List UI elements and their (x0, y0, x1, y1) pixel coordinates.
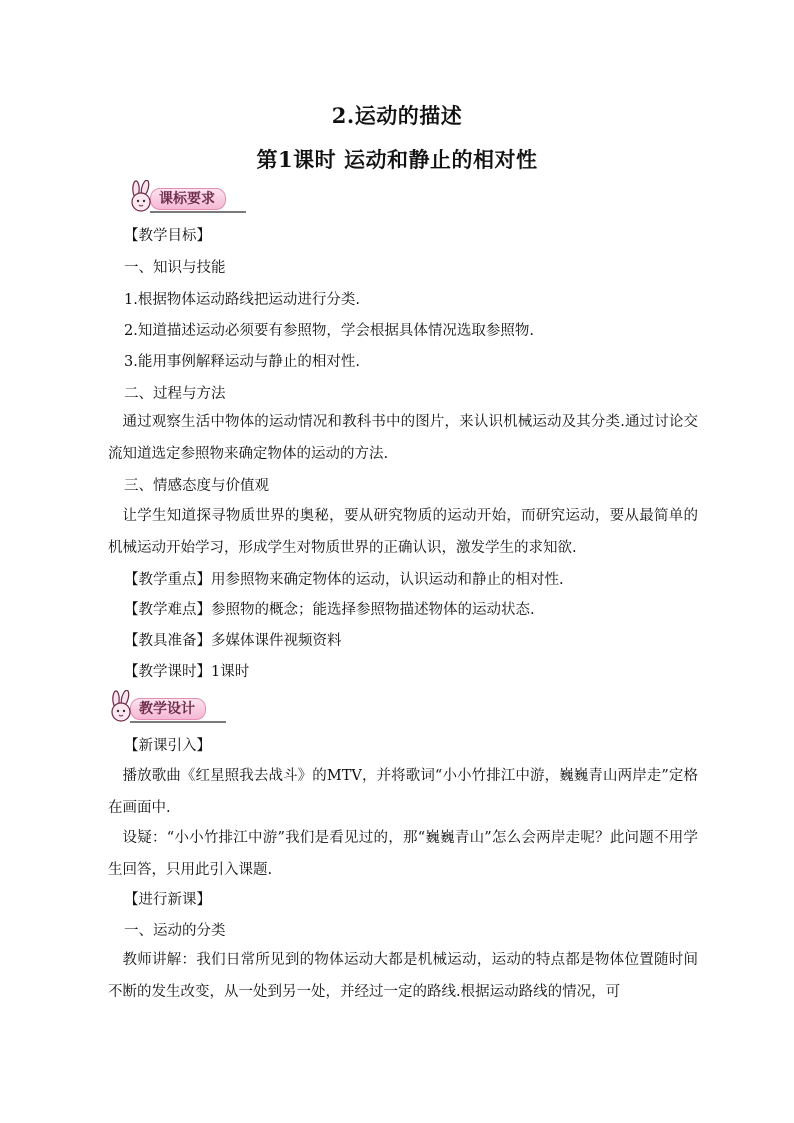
process-paragraph: 通过观察生活中物体的运动情况和教科书中的图片，来认识机械运动及其分类.通过讨论交流知道选定参照物来确定物体的运动的方法. (108, 414, 698, 462)
difficulty-text: 参照物的概念；能选择参照物描述物体的运动状态. (211, 602, 535, 618)
banner-underline (130, 721, 226, 723)
difficulty-line (124, 600, 535, 620)
difficulty-label: 【教学难点】 (124, 602, 211, 618)
banner-label: 课标要求 (150, 188, 226, 210)
knowledge-heading: 一、知识与技能 (124, 260, 226, 276)
emotion-paragraph: 让学生知道探寻物质世界的奥秘，要从研究物质的运动开始，而研究运动，要从最简单的机械运动开始学习，形成学生对物质世界的正确认识，激发学生的求知欲. (108, 508, 698, 556)
focus-line (124, 570, 564, 590)
question-paragraph: 设疑：“小小竹排江中游”我们是看见过的，那“巍巍青山”怎么会两岸走呢？此问题不用学生回答，只用此引入课题. (108, 830, 698, 878)
intro-paragraph: 播放歌曲《红星照我去战斗》的MTV，并将歌词“小小竹排江中游，巍巍青山两岸走”定格在画面中. (108, 768, 698, 816)
lecture-paragraph: 教师讲解：我们日常所见到的物体运动大都是机械运动，运动的特点都是物体位置随时间不断的发生改变，从一处到另一处，并经过一定的路线.根据运动路线的情况，可 (108, 952, 698, 1000)
knowledge-item-3: 3.能用事例解释运动与静止的相对性. (124, 354, 360, 370)
focus-label: 【教学重点】 (124, 572, 211, 588)
banner-label: 教学设计 (130, 698, 206, 720)
tools-label: 【教具准备】 (124, 633, 211, 649)
section-banner-design (104, 690, 228, 724)
lesson-subtitle: 第1课时 运动和静止的相对性 (256, 147, 538, 172)
focus-text: 用参照物来确定物体的运动，认识运动和静止的相对性. (211, 572, 564, 588)
tools-line (124, 631, 342, 651)
lesson-title: 2.运动的描述 (331, 103, 463, 128)
tools-text: 多媒体课件视频资料 (211, 633, 342, 649)
new-lesson-heading: 【进行新课】 (124, 892, 211, 908)
knowledge-item-1: 1.根据物体运动路线把运动进行分类. (124, 292, 360, 308)
emotion-heading: 三、情感态度与价值观 (124, 478, 269, 494)
objectives-heading: 【教学目标】 (124, 228, 211, 244)
section-classification: 一、运动的分类 (124, 923, 226, 939)
hours-label: 【教学课时】 (124, 664, 211, 680)
process-heading: 二、过程与方法 (124, 386, 226, 402)
bunny-mascot-icon (124, 180, 158, 214)
banner-underline (150, 211, 246, 213)
knowledge-item-2: 2.知道描述运动必须要有参照物，学会根据具体情况选取参照物. (124, 323, 534, 339)
bunny-mascot-icon (104, 690, 138, 724)
hours-line (124, 662, 249, 682)
hours-text: 1课时 (211, 664, 250, 680)
intro-heading: 【新课引入】 (124, 738, 211, 754)
section-banner-requirements (124, 180, 248, 214)
